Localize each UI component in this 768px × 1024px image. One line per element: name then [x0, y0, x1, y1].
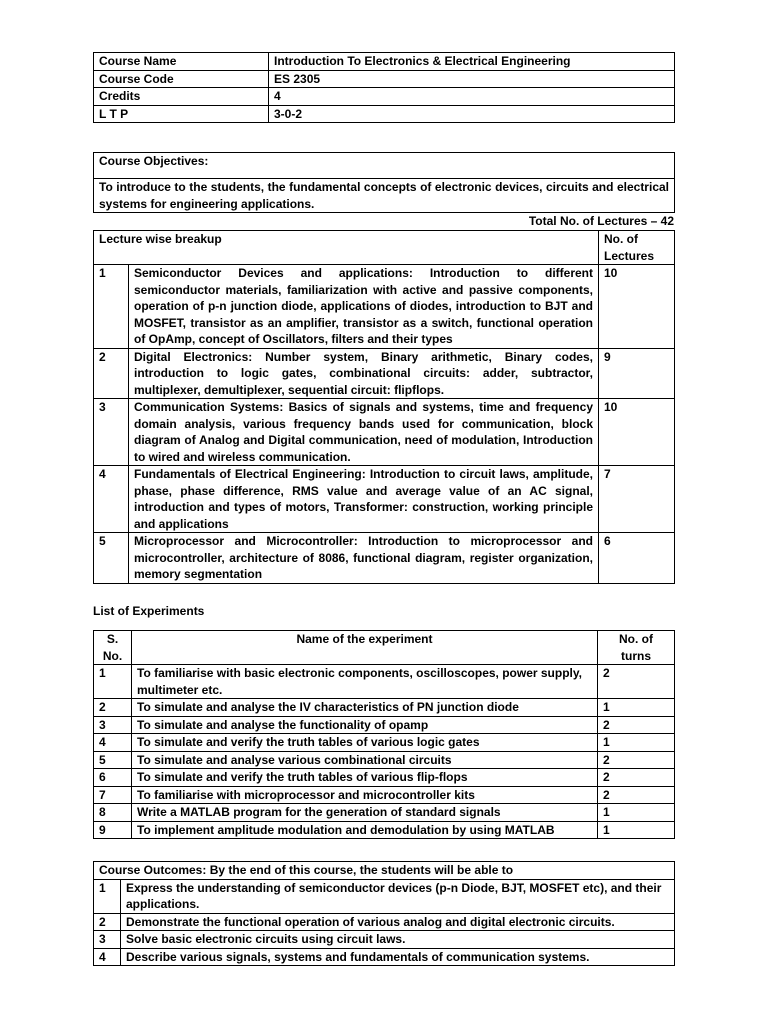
- lecture-topic: [129, 533, 599, 584]
- lecture-topic-title: Digital Electronics:: [134, 349, 253, 364]
- course-info-row: [94, 70, 675, 88]
- table-row: [94, 913, 675, 931]
- experiments-header-name: Name of the experiment: [132, 631, 598, 665]
- table-row: [94, 786, 675, 804]
- outcome-num: 1: [94, 879, 121, 913]
- experiment-num: 7: [94, 786, 132, 804]
- course-objectives-table: [93, 152, 675, 213]
- experiment-num: 8: [94, 804, 132, 822]
- lecture-topic-title: Microprocessor and Microcontroller:: [134, 534, 358, 548]
- objectives-text: To introduce to the students, the fundamental concepts of electronic devices, circuits and electrical systems for engineering applications.: [94, 179, 675, 213]
- table-row: [94, 665, 675, 699]
- lecture-topic-title: Communication Systems:: [134, 400, 284, 414]
- table-row: [94, 265, 675, 349]
- outcome-text: Express the understanding of semiconductor devices (p-n Diode, BJT, MOSFET etc), and their applications.: [121, 879, 675, 913]
- course-code-value: ES 2305: [269, 70, 675, 88]
- experiment-turns: 2: [598, 751, 675, 769]
- lecture-num: 3: [94, 399, 129, 466]
- outcomes-heading: Course Outcomes:: [99, 863, 207, 877]
- course-name-value: Introduction To Electronics & Electrical Engineering: [269, 53, 675, 71]
- credits-value: 4: [269, 88, 675, 106]
- outcome-num: 3: [94, 931, 121, 949]
- experiment-name: To simulate and analyse the functionality of opamp: [132, 716, 598, 734]
- lecture-topic-desc: Introduction to circuit laws, amplitude, phase, phase difference, RMS value and average value of an AC signal, introduction and types of motors, Transformer: construction, working principle and applications: [134, 467, 593, 531]
- table-row: [94, 716, 675, 734]
- lecture-topic-desc: Basics of signals and systems, time and frequency domain analysis, various frequency bands used for communication, block diagram of Analog and Digital communication, need of modulation, Introduction to wired and wireless communication.: [134, 400, 593, 464]
- experiment-num: 9: [94, 821, 132, 839]
- table-row: [94, 734, 675, 752]
- experiments-header-turns: No. of turns: [598, 631, 675, 665]
- lecture-topic: [129, 348, 599, 399]
- lecture-count: 10: [599, 399, 675, 466]
- table-row: [94, 879, 675, 913]
- experiment-name: To simulate and verify the truth tables of various logic gates: [132, 734, 598, 752]
- outcome-text: Solve basic electronic circuits using circuit laws.: [121, 931, 675, 949]
- experiment-turns: 2: [598, 769, 675, 787]
- table-row: [94, 948, 675, 966]
- experiment-turns: 2: [598, 786, 675, 804]
- table-row: [94, 804, 675, 822]
- lecture-count: 9: [599, 348, 675, 399]
- lecture-num: 4: [94, 466, 129, 533]
- experiment-num: 4: [94, 734, 132, 752]
- experiments-header-sno: S. No.: [94, 631, 132, 665]
- lecture-count: 10: [599, 265, 675, 349]
- outcomes-header: [94, 862, 675, 880]
- course-info-row: [94, 53, 675, 71]
- experiment-turns: 2: [598, 665, 675, 699]
- ltp-label: L T P: [94, 105, 269, 123]
- experiment-turns: 1: [598, 804, 675, 822]
- experiment-num: 2: [94, 699, 132, 717]
- lecture-topic: [129, 399, 599, 466]
- experiment-num: 6: [94, 769, 132, 787]
- experiment-turns: 2: [598, 716, 675, 734]
- lecture-num: 1: [94, 265, 129, 349]
- lecture-topic-title: Fundamentals of Electrical Engineering:: [134, 467, 366, 481]
- lecture-num: 5: [94, 533, 129, 584]
- table-row: [94, 821, 675, 839]
- lecture-topic: [129, 265, 599, 349]
- course-info-table: [93, 52, 675, 123]
- experiment-name: To familiarise with microprocessor and microcontroller kits: [132, 786, 598, 804]
- table-row: [94, 769, 675, 787]
- experiment-num: 5: [94, 751, 132, 769]
- total-lectures: Total No. of Lectures – 42: [528, 214, 674, 228]
- experiment-turns: 1: [598, 821, 675, 839]
- lecture-header-count: No. of Lectures: [599, 231, 675, 265]
- experiment-name: To simulate and analyse various combinational circuits: [132, 751, 598, 769]
- outcome-text: Demonstrate the functional operation of various analog and digital electronic circuits.: [121, 913, 675, 931]
- outcome-num: 4: [94, 948, 121, 966]
- lecture-topic: [129, 466, 599, 533]
- table-row: [94, 751, 675, 769]
- course-info-row: [94, 88, 675, 106]
- experiment-name: To implement amplitude modulation and demodulation by using MATLAB: [132, 821, 598, 839]
- course-info-row: [94, 105, 675, 123]
- experiment-num: 1: [94, 665, 132, 699]
- lecture-header-topic: Lecture wise breakup: [94, 231, 599, 265]
- experiments-table: [93, 630, 675, 839]
- lecture-breakup-table: [93, 230, 675, 584]
- table-row: [94, 699, 675, 717]
- table-row: [94, 533, 675, 584]
- experiment-num: 3: [94, 716, 132, 734]
- lecture-topic-desc: Introduction to different semiconductor materials, familiarization with active and passive components, operation of p-n junction diode, applications of diodes, introduction to BJT and MOSFET, transistor as an amplifier, transistor as a switch, functional operation of OpAmp, concept of Oscillators, filters and their types: [134, 266, 594, 346]
- table-row: [94, 348, 675, 399]
- objectives-heading: Course Objectives:: [94, 153, 675, 179]
- course-code-label: Course Code: [94, 70, 269, 88]
- outcomes-heading-rest: By the end of this course, the students will be able to: [206, 863, 514, 877]
- lecture-topic-desc: Number system, Binary arithmetic, Binary codes, introduction to logic gates, combinational circuits: adder, subtractor, multiplexer, demultiplexer, sequential circuit: flipflops.: [134, 349, 593, 397]
- ltp-value: 3-0-2: [269, 105, 675, 123]
- lecture-count: 6: [599, 533, 675, 584]
- outcome-num: 2: [94, 913, 121, 931]
- lecture-topic-desc: Introduction to microprocessor and microcontroller, architecture of 8086, functional diagram, register organization, memory segmentation: [134, 534, 593, 581]
- experiment-turns: 1: [598, 699, 675, 717]
- table-row: [94, 931, 675, 949]
- experiment-name: To familiarise with basic electronic components, oscilloscopes, power supply, multimeter etc.: [132, 665, 598, 699]
- experiment-name: To simulate and verify the truth tables of various flip-flops: [132, 769, 598, 787]
- experiment-turns: 1: [598, 734, 675, 752]
- outcome-text: Describe various signals, systems and fundamentals of communication systems.: [121, 948, 675, 966]
- table-row: [94, 466, 675, 533]
- lecture-count: 7: [599, 466, 675, 533]
- experiment-name: To simulate and analyse the IV characteristics of PN junction diode: [132, 699, 598, 717]
- course-name-label: Course Name: [94, 53, 269, 71]
- table-row: [94, 399, 675, 466]
- course-outcomes-table: [93, 861, 675, 966]
- credits-label: Credits: [94, 88, 269, 106]
- lecture-num: 2: [94, 348, 129, 399]
- experiment-name: Write a MATLAB program for the generation of standard signals: [132, 804, 598, 822]
- lecture-topic-title: Semiconductor Devices and applications:: [134, 266, 413, 280]
- experiments-heading: List of Experiments: [93, 604, 205, 618]
